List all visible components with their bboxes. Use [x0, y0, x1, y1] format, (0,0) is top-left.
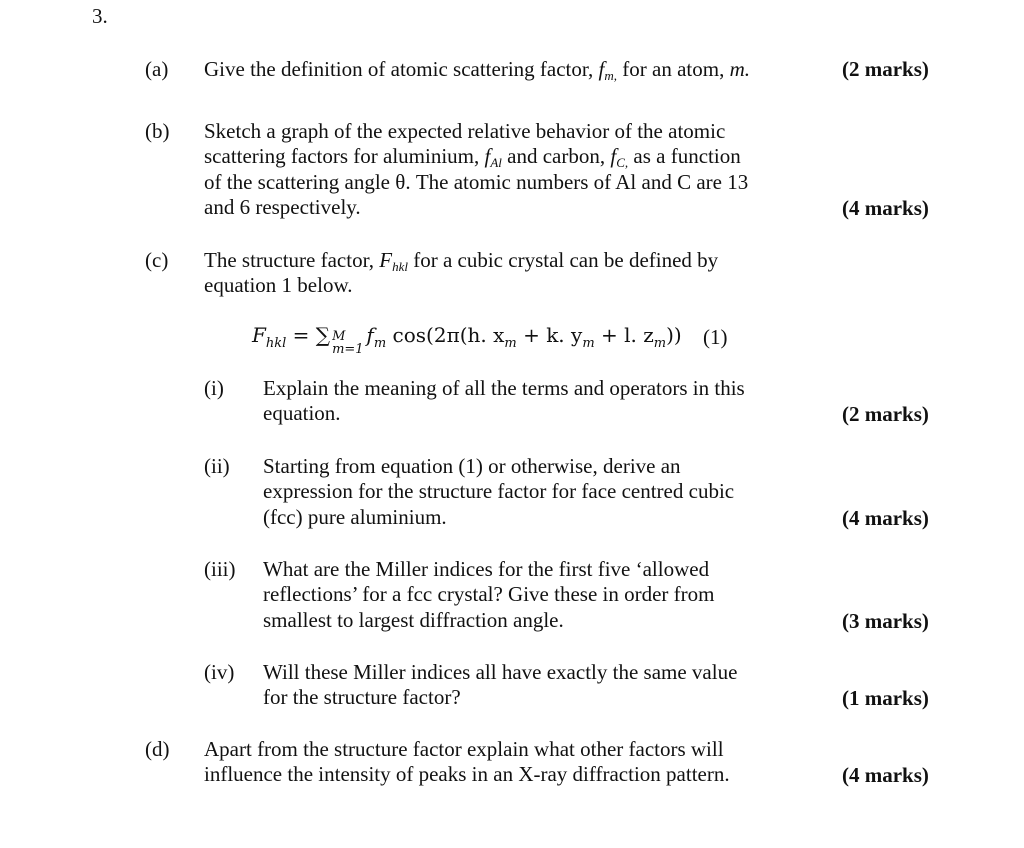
part-c-line1: The structure factor, Fhkl for a cubic crystal can be defined by [204, 248, 719, 274]
part-c-ii-marks: (4 marks) [842, 506, 929, 530]
part-c-iv-label: (iv) [204, 660, 235, 684]
part-b-line2: scattering factors for aluminium, fAl and carbon, fC, as a function [204, 144, 741, 170]
part-c-label: (c) [145, 248, 169, 272]
part-d-line2: influence the intensity of peaks in an X-ray diffraction pattern. [204, 762, 730, 786]
part-b-line4: and 6 respectively. [204, 195, 361, 219]
part-d-marks: (4 marks) [842, 763, 929, 787]
part-b-marks: (4 marks) [842, 196, 929, 220]
part-c-ii-line2: expression for the structure factor for face centred cubic [263, 479, 735, 503]
part-c-iii-label: (iii) [204, 557, 236, 581]
equation-number: (1) [703, 325, 728, 349]
part-c-iii-marks: (3 marks) [842, 609, 929, 633]
part-b-label: (b) [145, 119, 170, 143]
structure-factor-equation: $F_{hkl}$ = ∑ M m=1 $f_m$ cos(2π(h. $x_m + k$. $y_m + l$. $z_m$)) [252, 323, 682, 357]
part-c-line2: equation 1 below. [204, 273, 353, 297]
part-a-text: Give the definition of atomic scattering factor, fm, for an atom, m. [204, 57, 750, 83]
part-b-line3: of the scattering angle θ. The atomic numbers of Al and C are 13 [204, 170, 749, 194]
part-c-iii-line1: What are the Miller indices for the first five ‘allowed [263, 557, 710, 581]
part-c-ii-line1: Starting from equation (1) or otherwise, derive an [263, 454, 681, 478]
part-c-iii-line2: reflections’ for a fcc crystal? Give these in order from [263, 582, 715, 606]
part-c-iii-line3: smallest to largest diffraction angle. [263, 608, 564, 632]
part-c-ii-label: (ii) [204, 454, 230, 478]
part-a-label: (a) [145, 57, 169, 81]
question-number: 3. [92, 4, 108, 28]
part-d-label: (d) [145, 737, 170, 761]
part-d-line1: Apart from the structure factor explain what other factors will [204, 737, 724, 761]
part-c-iv-line1: Will these Miller indices all have exactly the same value [263, 660, 738, 684]
part-c-i-line1: Explain the meaning of all the terms and operators in this [263, 376, 745, 400]
part-c-i-marks: (2 marks) [842, 402, 929, 426]
part-c-ii-line3: (fcc) pure aluminium. [263, 505, 447, 529]
part-c-iv-line2: for the structure factor? [263, 685, 461, 709]
part-c-iv-marks: (1 marks) [842, 686, 929, 710]
part-a-marks: (2 marks) [842, 57, 929, 81]
part-b-line1: Sketch a graph of the expected relative behavior of the atomic [204, 119, 726, 143]
part-c-i-line2: equation. [263, 401, 341, 425]
part-c-i-label: (i) [204, 376, 224, 400]
